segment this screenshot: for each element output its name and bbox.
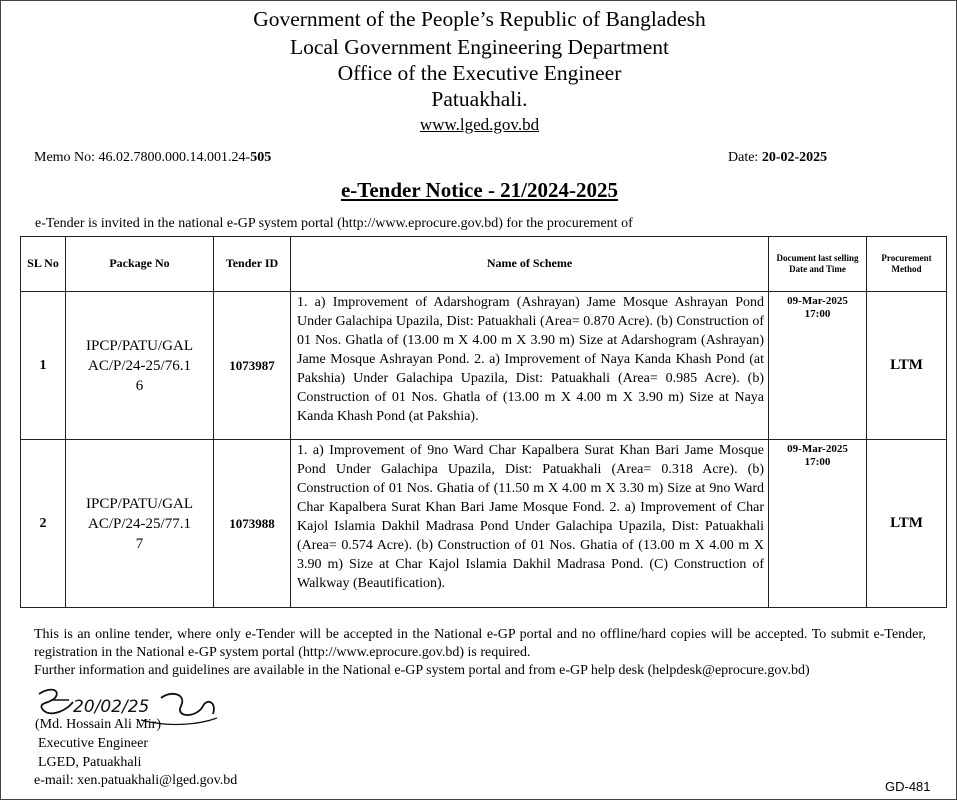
row-scheme: 1. a) Improvement of 9no Ward Char Kapalbera Surat Khan Bari Jame Mosque Pond Under Galachipa Upazila, Dist: Patuakhali (Area= 0.318 Acre). (b) Construction of 01 Nos. Ghatia of (11.50 m X 4.00 m X 3.30 m) Size at 9no Ward Char Kapalbera Surat Khan Bari Jame Mosque Fond. 2. a) Improvement of Char Kajol Islamia Dakhil Madrasa Pond Under Galachipa Upazila, Dist: Patuakhali (Area= 0.574 Acre). (b) Construction of 01 Nos. Ghatia of (13.00 m X 4.00 m X 3.90 m) Size at Char Kajol Islamia Dakhil Madrasa Pond. (C) Construction of Walkway (Beautification). [291, 440, 769, 608]
header-office: Office of the Executive Engineer [337, 61, 622, 85]
table-row [21, 292, 947, 440]
notice-title: e-Tender Notice - 21/2024-2025 [340, 178, 619, 202]
signatory-name: (Md. Hossain Ali Mir) [35, 717, 161, 732]
signatory-designation: Executive Engineer [38, 736, 149, 751]
row-sl: 1 [21, 292, 66, 440]
notes-section [34, 626, 926, 680]
row-package: IPCP/PATU/GALAC/P/24-25/76.16 [66, 292, 214, 440]
header-location: Patuakhali. [431, 87, 528, 111]
header-doc-date: Document last selling Date and Time [769, 237, 867, 292]
row-method: LTM [867, 440, 947, 608]
header-government: Government of the People’s Republic of Bangladesh [253, 7, 706, 31]
signature-date-scrawl: 20/02/25 [73, 697, 150, 717]
row-doc-date: 09-Mar-2025 17:00 [769, 440, 867, 608]
row-sl: 2 [21, 440, 66, 608]
header-method: Procurement Method [867, 237, 947, 292]
row-scheme: 1. a) Improvement of Adarshogram (Ashrayan) Jame Mosque Ashrayan Pond Under Galachipa Upazila, Dist: Patuakhali (Area= 0.870 Acre). (b) Construction of 01 Nos. Ghatla of (13.00 m X 4.00 m X 3.90 m) Size at Adarshogram (Ashrayan) Jame Mosque Ashrayan Pond. 2. a) Improvement of Naya Kanda Khash Pond (at Pakshia) Under Galachipa Upazila, Dist: Patuakhali (Area= 0.985 Acre). (b) Construction of 01 Nos. Ghatla of (13.00 m X 4.00 m X 3.90 m) Size at Naya Kanda Khash Pond (at Pakshia). [291, 292, 769, 440]
header-sl: SL No [21, 237, 66, 292]
row-package: IPCP/PATU/GALAC/P/24-25/77.17 [66, 440, 214, 608]
row-method: LTM [867, 292, 947, 440]
row-doc-date: 09-Mar-2025 17:00 [769, 292, 867, 440]
header-tender-id: Tender ID [214, 237, 291, 292]
signatory-email: e-mail: xen.patuakhali@lged.gov.bd [34, 773, 238, 788]
header-department: Local Government Engineering Department [289, 35, 670, 59]
intro-text: e-Tender is invited in the national e-GP system portal (http://www.eprocure.gov.bd) for the procurement of [35, 216, 633, 231]
row-tender-id: 1073987 [214, 292, 291, 440]
signatory-office: LGED, Patuakhali [38, 755, 142, 770]
table-header-row [21, 237, 947, 292]
memo-number: Memo No: 46.02.7800.000.14.001.24-505 [34, 150, 272, 165]
notice-date: Date: 20-02-2025 [728, 150, 828, 165]
online-tender-note: This is an online tender, where only e-Tender will be accepted in the National e-GP portal and no offline/hard copies will be accepted. To submit e-Tender, registration in the National e-GP system portal (http://www.eprocure.gov.bd) is required. [34, 627, 926, 660]
table-row [21, 440, 947, 608]
footer-code: GD-481 [885, 779, 931, 794]
tender-table [20, 236, 947, 608]
row-tender-id: 1073988 [214, 440, 291, 608]
helpdesk-note: Further information and guidelines are available in the National e-GP system portal and from e-GP help desk (helpdesk@eprocure.gov.bd) [34, 663, 810, 678]
header-package: Package No [66, 237, 214, 292]
header-scheme: Name of Scheme [291, 237, 769, 292]
header-website-link[interactable]: www.lged.gov.bd [419, 115, 540, 134]
